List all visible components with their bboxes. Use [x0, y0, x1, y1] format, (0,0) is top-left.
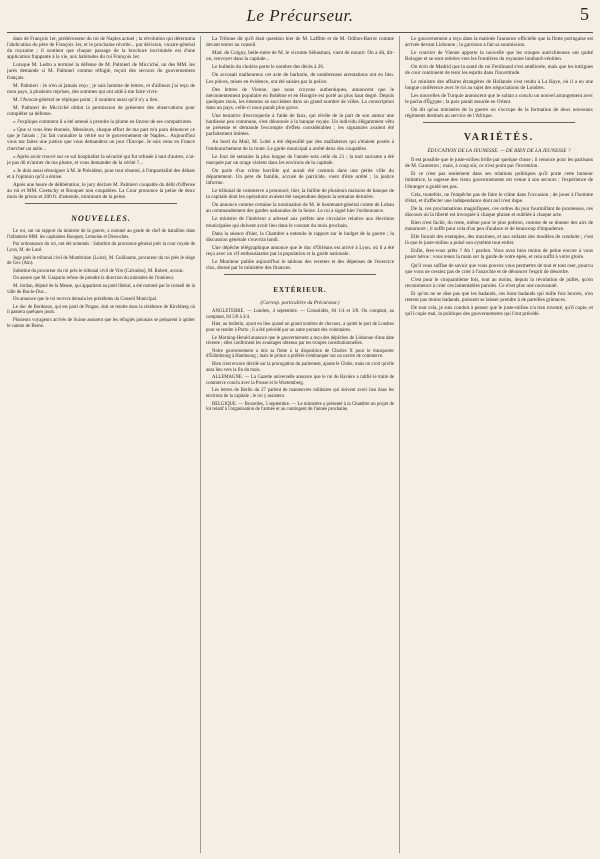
article-paragraph: Une dépêche télégraphique annonce que le duc d'Orléans est arrivé à Lyon, où il a été reçu avec un vif enthousiasme par la population et la garde nationale. [206, 244, 394, 257]
foreign-title: EXTÉRIEUR. [273, 286, 327, 295]
foreign-heading [206, 279, 394, 297]
page-number: 5 [580, 4, 589, 24]
article-paragraph: Plusieurs voyageurs arrivés de Suisse assurent que les réfugiés polonais se préparent à quitter le canton de Berne. [7, 317, 195, 329]
article-paragraph: M. Palmieri de Micciché obtint la permission de présenter des observations pour compléter sa défense. [7, 104, 195, 118]
article-paragraph: Qu'il vous suffise de savoir que vous pouvez vous permettre de tout et tout oser, pourvu que vous ne cessiez pas de crier à l'anarchie et de dénoncer l'esprit de désordre. [405, 262, 593, 275]
article-paragraph: M. Palmieri : Je n'en ai jamais reçu ; je suis homme de lettres, et d'ailleurs j'ai reçu de mon pays, à plusieurs reprises, des sommes qui ont aidé à me faire vivre. [7, 82, 195, 95]
article-paragraph: Bien n'est facile, du reste, même pour le plus poltron, comme de se donner des airs de matamore ; il suffit pour cela d'un peu d'audace et de beaucoup d'impudence. [405, 219, 593, 233]
article-paragraph: Mad. de Coigny, belle-mère de M. le vicomte Sébastiani, vient de mourir. On a dû, dit-on, renvoyer dans la capitale... [206, 50, 394, 63]
foreign-subtitle: (Corresp. particulière du Précurseur.) [260, 300, 340, 307]
section-divider [423, 122, 575, 123]
article-paragraph: On accusait malheureux cet acte de barbarie, de nombreuses arrestations ont eu lieu. Les pièces, mises en évidence, ont été saisies par la police. [206, 72, 394, 85]
article-paragraph: « J'explique comment il a été amené à prendre la plume en faveur de ses compatriotes. [13, 119, 193, 126]
article-paragraph: Le tribunal de commerce a prononcé, hier, la faillite de plusieurs maisons de banque de la capitale dont les opérations avaient été suspendues depuis la semaine dernière. [206, 188, 394, 201]
article-paragraph: BELGIQUE. — Bruxelles, 5 septembre. — Le ministère a présenté à la Chambre un projet de loi relatif à l'organisation de l'armée et au contingent de l'année prochaine. [206, 401, 394, 413]
article-paragraph: M. Jordan, député de la Meuse, qui appartient au parti libéral, a été nommé par le conseil de la ville de Bar-le-Duc... [7, 284, 195, 295]
article-paragraph: De tout cela, je suis conduit à penser que le juste-milieu n'a rien inventé, qu'il copie, et qu'il copie mal, la politique des gouvernements qui l'ont précédé. [405, 305, 593, 318]
article-paragraph: On dit qu'au ministère de la guerre on s'occupe de la formation de deux nouveaux régiments destinés au service de l'Afrique. [405, 106, 593, 120]
section-divider [25, 203, 177, 204]
article-paragraph: Après une heure de délibération, le jury déclare M. Palmieri coupable du délit d'offense au roi et MM. Goetschy et Bouquet non coupables. La Cour prononce la peine de deux mois de prison et 200 fr. d'amende, minimum de la peine. [7, 181, 195, 201]
article-paragraph: On assure que M. Gasparin refuse de prendre la direction du ministère de l'intérieur. [13, 276, 175, 282]
article-paragraph: Le bulletin du choléra porte le nombre des décès à 26. [212, 64, 325, 71]
article-paragraph: Et ce n'est pas seulement dans ses relations politiques qu'il porte cette humeur imitatrice, la sagesse des vieux gouvernements est venue à son secours ; l'expérience de l'étranger a guidé ses pas. [405, 171, 593, 190]
article-paragraph: Le Morning-Herald annonce que le gouvernement a reçu des dépêches de Lisbonne d'une date récente ; elles confirment les avantages obtenus par les troupes constitutionnelles. [206, 335, 394, 347]
article-paragraph: Elle fournit des exemples, des maximes, et aux enfants des modèles de conduite ; c'est là que le juste-milieu a puisé son système tout entier. [405, 234, 593, 247]
article-paragraph: ALLEMAGNE. — La Gazette universelle annonce que le roi de Bavière a ratifié le traité de commerce conclu avec la Prusse et le Wurtemberg. [206, 375, 394, 386]
article-paragraph: Substitut du procureur du roi près le tribunal civil de Vire (Calvados), M. Robert, avocat. [13, 268, 184, 274]
article-paragraph: Le Moniteur publie aujourd'hui le tableau des recettes et des dépenses de l'exercice clos, dressé par le ministère des finances. [206, 259, 394, 272]
article-paragraph: Le roi, sur un rapport du ministre de la guerre, a nommé au grade de chef de bataillon dans l'infanterie MM. les capitaines Bouquet, Lemoine et Desroches. [7, 229, 195, 240]
column-3 [405, 36, 593, 853]
article-paragraph: Le Jour de semaine la plus longue de l'année sera celle du 21 ; la nuit suivante a été marquée par un orage violent dans les environs de la capitale. [206, 153, 394, 166]
article-paragraph: Les nouvelles de Turquie annoncent que le sultan a conclu un nouvel arrangement avec le pacha d'Égypte ; la paix paraît assurée en Orient. [405, 92, 593, 105]
feuilleton-title: VARIÉTÉS. [463, 132, 535, 144]
feuilleton-subtitle: ÉDUCATION DE LA JEUNESSE. — DE RIEN DE LA JEUNESSE ? [427, 148, 571, 155]
article-paragraph: On annonce comme certaine la nomination de M. le lieutenant-général comte de Lobau au commandement des gardes nationales de la Seine. Le roi a signé hier l'ordonnance. [206, 202, 394, 215]
article-paragraph: Bien n'est encore décidé sur la prorogation du parlement, ajoute le Globe, mais on croit qu'elle aura lieu vers la fin du mois. [206, 361, 394, 373]
article-paragraph: Des lettres de Vienne, que nous croyons authentiques, annoncent que le mécontentement populaire en Bohême et en Hongrie est porté au plus haut degré. Depuis quelques mois, les émeutes se succèdent dans un grand nombre de villes. La conscription dans un pays, celle-ci nous paraît plus grave. [206, 86, 394, 111]
article-paragraph: De là, ces proclamations magnifiques, ces ordres du jour fourmillant de promesses, ces discours où la liberté est invoquée à chaque phrase et oubliée à chaque acte. [405, 205, 593, 218]
article-paragraph: ANGLETERRE. — Londres, 4 septembre. — Consolidés, 84 1/4 et 3/8. On comptait, au comptant, 84 5/8 à 3/4. [206, 309, 394, 320]
page-header [7, 0, 593, 33]
columns [7, 36, 593, 853]
article-paragraph: Et qu'on ne se dise pas que les badauds, ces bons badauds qui mille fois leurrés, n'en restent pas moins badauds, puissent se laisser prendre à de pareilles grimaces. [405, 290, 593, 303]
article-paragraph: Le courrier de Vienne apporte la nouvelle que les troupes autrichiennes ont quitté Bologne et se sont retirées vers les frontières du royaume lombard-vénitien. [405, 50, 593, 63]
column-2 [206, 36, 400, 853]
article-paragraph: Dans la séance d'hier, la Chambre a entendu le rapport sur le budget de la guerre ; la discussion générale s'ouvrira lundi. [206, 230, 394, 243]
masthead-title: Le Précurseur. [246, 6, 354, 25]
column-1 [7, 36, 201, 853]
article-paragraph: Hier, au bulletin, ayant eu lieu quand un grand nombre de chevaux, a quitté le port de Londres pour se rendre à Porto ; il a été précédé par un autre portant des volontaires. [206, 322, 394, 333]
article-paragraph: Enfin, êtes-vous prêts ? Ah ! pardon. Vous avez bien moins de peine encore à vous poser héros : vous tenez la main sur la garde de votre épée, et cela suffit à votre gloire. [405, 248, 593, 261]
news-title: NOUVELLES. [71, 214, 131, 224]
article-paragraph: On annonce que le roi recevra demain les présidents du Conseil Municipal. [13, 297, 158, 303]
article-paragraph: Le ministre de l'intérieur a adressé aux préfets une circulaire relative aux élections municipales qui doivent avoir lieu dans le courant du mois prochain. [206, 216, 394, 229]
article-paragraph: Une tentative d'escroquerie à l'aide de faux, qui révèle de la part de son auteur une hardiesse peu commune, s'est dénoncée à la banque royale. Un individu élégamment vêtu se présente et demande l'escompte d'effets considérables ; les signatures avaient été parfaitement imitées. [206, 113, 394, 138]
article-paragraph: Le gouvernement a reçu dans la matinée l'annonce officielle que la flotte portugaise est arrivée devant Lisbonne ; la garnison a fait sa soumission. [405, 36, 593, 49]
section-divider [224, 274, 376, 275]
article-paragraph: La Tribune dit qu'il était question hier de M. Laffitte et de M. Odilon-Barrot comme devant entrer au conseil. [206, 36, 394, 49]
article-paragraph: On écrit de Madrid que la santé du roi Ferdinand s'est améliorée, mais que les intrigues de cour continuent de tenir les esprits dans l'incertitude. [405, 64, 593, 77]
news-heading [7, 208, 195, 226]
article-paragraph: Le ministre des affaires étrangères de Hollande s'est rendu à La Haye, où il a eu une longue conférence avec le roi au sujet des négociations de Londres. [405, 78, 593, 91]
feuilleton-heading [405, 127, 593, 145]
article-paragraph: Juge près le tribunal civil de Montbrison (Loire), M. Guillaume, procureur du roi près le siège de Gex (Ain). [7, 255, 195, 267]
article-paragraph: Au bord du Mail, M. Lobé a été dépouillé par des malfaiteurs qui s'étaient postés à l'embranchement de la route. Le garde municipal a arrêté deux des coupables. [206, 139, 394, 152]
article-paragraph: « Après avoir trouvé sur ce sol hospitalier la sécurité qui fut refusée à tant d'autres, n'ai-je pas dû m'armer de ma plume, et vous demander de la vérité ?... [7, 153, 195, 166]
article-paragraph: Le duc de Bordeaux, qui est parti de Prague, doit se rendre dans la résidence de Kirchberg où il passera quelques jours. [7, 304, 195, 316]
article-paragraph: Notre gouvernement a mis sa flotte à la disposition de Charles X pour le transporter d'Édimbourg à Hambourg ; mais le prince a préféré s'embarquer sur un navire de commerce. [206, 348, 394, 360]
article-paragraph: dans de François 1er, prédécesseur du roi de Naples actuel ; la révolution qui détermina l'abdication du père de François 1er, et le prochaine révolte... par décision, vicaire-général du royaume ; il soutient que chaque passage de la brochure incriminée est d'une application frappante à la vie, aux habitudes du roi François 1er. [7, 36, 195, 61]
article-paragraph: Lorsque M. Ledru a terminé la défense de M. Palmieri de Micciché, un des MM. les jurés demande si M. Palmieri comme réfugié, reçoit des secours du gouvernement français. [7, 62, 195, 81]
article-paragraph: C'est pour le cinquantième fois, tout au moins, depuis la révolution de juillet, qu'on recommence à crier ces lamentables paroles. Ce n'est plus une nouveauté. [405, 276, 593, 289]
article-paragraph: Par ordonnance du roi, ont été nommés : Substitut du procureur-général près la cour royale de Lyon, M. de Lucé. [7, 242, 195, 254]
article-paragraph: Les lettres de Berlin du 27 parlent de manœuvres militaires qui doivent avoir lieu dans les environs de la capitale ; le roi y assistera. [206, 388, 394, 399]
article-paragraph: « Que si vous êtes étonnés, Messieurs, chaque effort de ma part m'a paru dénoncer ce que je faisais ; j'ai fait connaître la vérité sur le gouvernement de Naples... Aujourd'hui vous me faites une justice que vous demandera un jour l'Europe. Je suis venu en France chercher un asile... [7, 127, 195, 152]
article-paragraph: On parle d'un crime horrible qui aurait été commis dans une petite ville du département. Un père de famille, accusé de parricide, vient d'être arrêté ; la justice informe. [206, 167, 394, 186]
article-paragraph: Il est possible que le juste-milieu brille par quelque chose ; il renonce pour les partisans de M. Ganneron ; mais, à coup sûr, ce n'est point par l'invention. [405, 157, 593, 170]
article-paragraph: Cela, toutefois, ne l'empêche pas de faire le crâne dans l'occasion ; de jouer à l'homme d'état, et d'affecter une indépendance dont nul n'est dupe. [405, 191, 593, 204]
article-paragraph: M. l'Avocat-général ne réplique point ; il soutient aussi qu'il n'y a lieu. [13, 96, 159, 103]
article-paragraph: « Je dois aussi témoigner à M. le Président, pour tout résumé, à l'impartialité des débats et à l'opinion qu'il a émise. [7, 167, 195, 180]
